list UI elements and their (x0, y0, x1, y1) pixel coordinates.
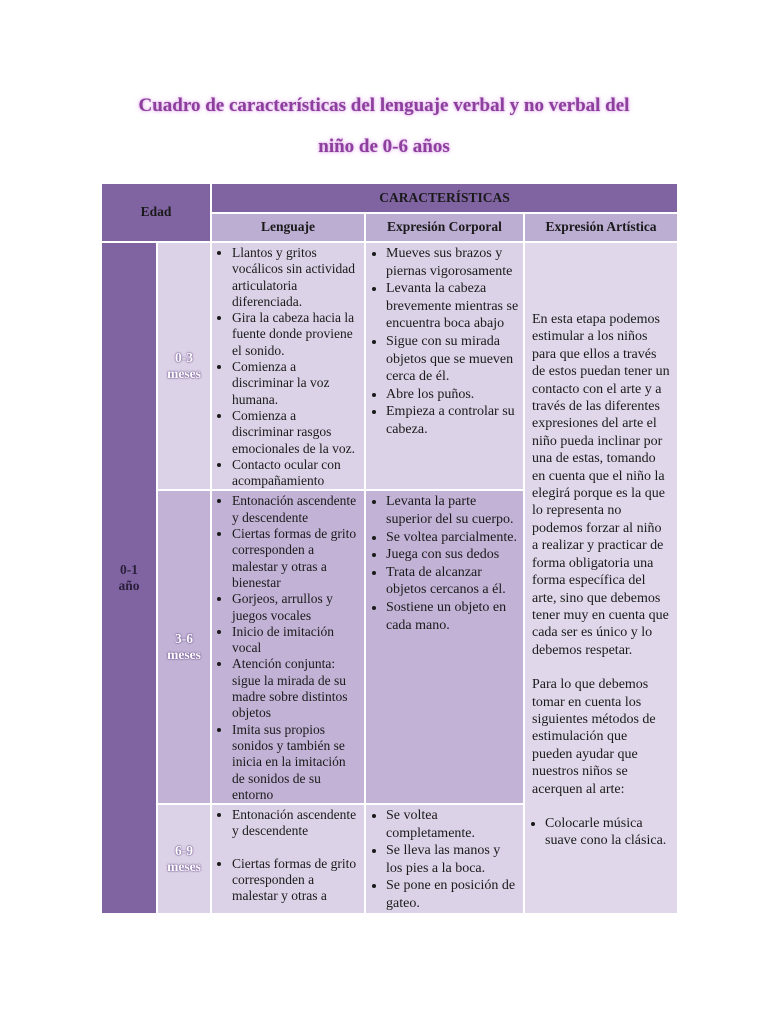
document-title-line-2: niño de 0-6 años (318, 136, 450, 157)
artistica-paragraph-2: Para lo que debemos tomar en cuenta los siguientes métodos de estimulación que pueden ayudar que nuestros niños se acerquen al arte: (532, 677, 656, 797)
list-item: • Juega con sus dedos (386, 546, 519, 564)
age-year-cell (101, 242, 157, 914)
list-item: • Sigue con su mirada objetos que se mueven cerca de él. (386, 333, 519, 386)
list-item: • Comienza a discriminar rasgos emocionales de la voz. (232, 408, 360, 457)
column-header-lenguaje: Lenguaje (211, 213, 365, 242)
expresion-corporal-cell (365, 490, 524, 804)
list-item: • Atención conjunta: sigue la mirada de su madre sobre distintos objetos (232, 656, 360, 721)
list-item: • Sostiene un objeto en cada mano. (386, 599, 519, 634)
list-item: • Entonación ascendente y descendente (232, 807, 360, 840)
header-edad: Edad (101, 183, 211, 242)
list-item: • Comienza a discriminar la voz humana. (232, 359, 360, 408)
list-item: • Colocarle música suave cono la clásica. (545, 815, 671, 850)
artistica-list (532, 815, 671, 850)
age-range-cell (157, 804, 211, 914)
header-caracteristicas: CARACTERÍSTICAS (211, 183, 678, 213)
lenguaje-cell (211, 490, 365, 804)
age-range-number: 0-3 (175, 349, 193, 365)
age-range-cell (157, 242, 211, 490)
characteristics-table (100, 182, 679, 915)
list-item: • Imita sus propios sonidos y también se inicia en la imitación de sonidos de su entorno (232, 722, 360, 803)
list-item: • Entonación ascendente y descendente (232, 493, 360, 526)
lenguaje-list (212, 243, 364, 489)
age-range-unit: meses (167, 858, 201, 874)
list-item: • Ciertas formas de grito corresponden a malestar y otras a (232, 856, 360, 905)
list-item: • Se voltea parcialmente. (386, 529, 519, 547)
lenguaje-list (212, 491, 364, 803)
age-range-unit: meses (167, 647, 201, 663)
list-item: • Ciertas formas de grito corresponden a malestar y otras a bienestar (232, 526, 360, 591)
age-range-number: 6-9 (175, 842, 193, 858)
lenguaje-cell (211, 804, 365, 914)
expresion-corporal-cell (365, 242, 524, 490)
list-item: • Mueves sus brazos y piernas vigorosamente (386, 245, 519, 280)
list-item: • Levanta la cabeza brevemente mientras se encuentra boca abajo (386, 280, 519, 333)
list-item: • Gorjeos, arrullos y juegos vocales (232, 591, 360, 624)
expresion-corporal-list (366, 243, 523, 439)
list-item: • Se pone en posición de gateo. (386, 877, 519, 912)
expresion-corporal-list (366, 805, 523, 913)
list-item: • Se lleva las manos y los pies a la boca. (386, 842, 519, 877)
lenguaje-cell (211, 242, 365, 490)
list-item: • Empieza a controlar su cabeza. (386, 403, 519, 438)
lenguaje-list (212, 805, 364, 904)
list-item: • Abre los puños. (386, 386, 519, 404)
list-item: • Trata de alcanzar objetos cercanos a él. (386, 564, 519, 599)
age-range-cell (157, 490, 211, 804)
list-item: • Inicio de imitación vocal (232, 624, 360, 657)
document-title-line-1: Cuadro de características del lenguaje verbal y no verbal del (138, 95, 630, 116)
list-item: • Se voltea completamente. (386, 807, 519, 842)
age-year-line-1: 0-1 (120, 561, 138, 577)
list-item: • Llantos y gritos vocálicos sin actividad articulatoria diferenciada. (232, 245, 360, 310)
expresion-artistica-cell (524, 242, 678, 914)
list-item: • Gira la cabeza hacia la fuente donde proviene el sonido. (232, 310, 360, 359)
list-item: • Contacto ocular con acompañamiento (232, 457, 360, 490)
list-item: • Levanta la parte superior del su cuerpo. (386, 493, 519, 528)
age-range-unit: meses (167, 366, 201, 382)
artistica-paragraph-1: En esta etapa podemos estimular a los niños para que ellos a través de estos puedan tener un contacto con el arte y a través de las diferentes expresiones del arte el niño pueda inclinar por una de estas, tomando en cuenta que el niño la elegirá porque es la que lo representa no podemos forzar al niño a realizar y practicar de forma obligatoria una forma específica del arte, sino que debemos tener muy en cuenta que cada ser es único y lo debemos respetar. (532, 312, 670, 658)
expresion-corporal-list (366, 491, 523, 634)
age-year-line-2: año (118, 577, 140, 593)
column-header-expresion-artistica: Expresión Artística (524, 213, 678, 242)
column-header-expresion-corporal: Expresión Corporal (365, 213, 524, 242)
expresion-corporal-cell (365, 804, 524, 914)
age-range-number: 3-6 (175, 630, 193, 646)
